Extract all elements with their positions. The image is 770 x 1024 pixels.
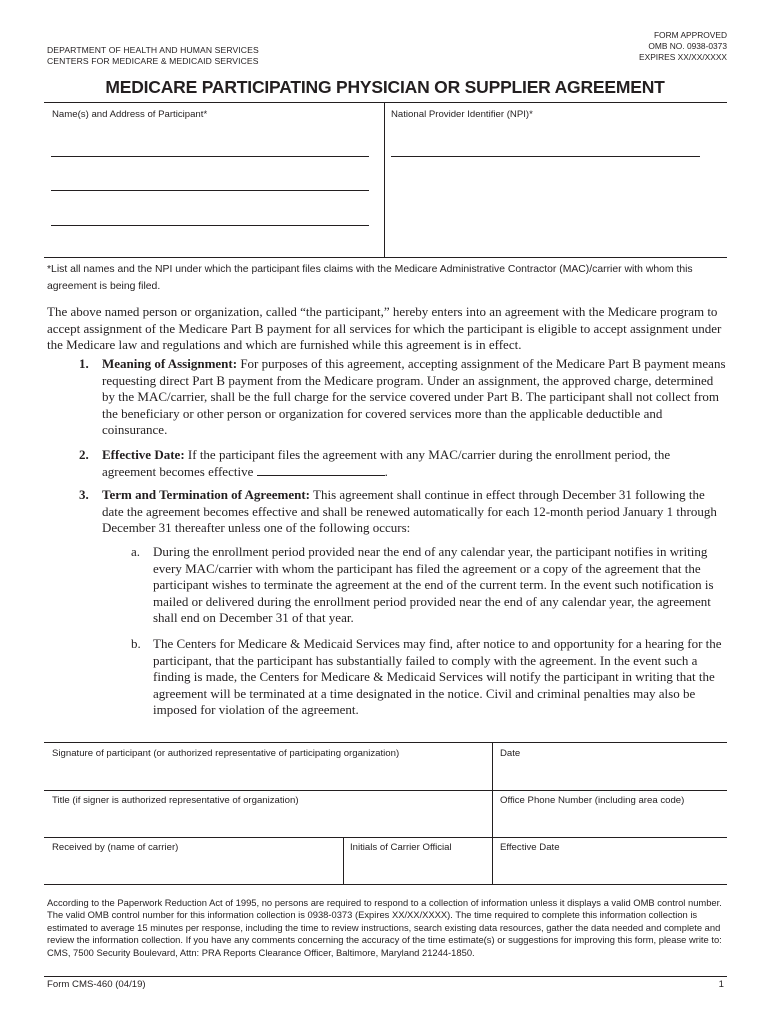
omb-number: OMB NO. 0938-0373 [648,41,727,51]
sub-item-b-text: The Centers for Medicare & Medicaid Services may find, after notice to and opportunity for a hearing for the participant, that the participant has substantially failed to comply with the agreement. In the event such a finding is made, the Centers for Medicare & Medicaid Services will notify the participant in writing that the agreement will be terminated at a time designated in the notice. Civil and criminal penalties may also be imposed for violation of the agreement. [153,636,722,718]
signature-row-rule [44,790,727,791]
office-phone-label: Office Phone Number (including area code) [500,795,685,806]
date-label: Date [500,748,521,759]
form-title: MEDICARE PARTICIPATING PHYSICIAN OR SUPPLIER AGREEMENT [105,77,665,97]
item-2-heading: Effective Date: [102,447,185,462]
item-meaning-of-assignment [79,356,727,439]
form-number: Form CMS-460 (04/19) [47,979,146,990]
paperwork-reduction-act-statement: According to the Paperwork Reduction Act of 1995, no persons are required to respond to a collection of information unless it displays a valid OMB control number. The valid OMB control number for this information collection is 0938-0373 (Expires XX/XX/XXXX). The time required to complete this information collection is estimated to average 15 minutes per response, including the time to review instructions, search existing data resources, gather the data needed and complete and review the information collection. If you have any comments concerning the accuracy of the time estimate(s) or suggestions for improving this form, please write to: CMS, 7500 Security Boulevard, Attn: PRA Reports Clearance Officer, Baltimore, Maryland 21244-1850. [47,897,722,958]
carrier-initials-field[interactable] [347,856,489,882]
effective-date-field[interactable] [496,856,724,882]
signature-label: Signature of participant (or authorized representative of participating organization) [52,748,400,759]
omb-approval-block [639,30,727,63]
agency-line-2: CENTERS FOR MEDICARE & MEDICAID SERVICES [47,56,259,66]
item-2-text: If the participant files the agreement with any MAC/carrier during the enrollment period, the agreement becomes effective [102,447,671,479]
agreement-intro: The above named person or organization, called “the participant,” hereby enters into an agreement with the Medicare program to accept assignment of the Medicare Part B payment for all services for which the participant is eligible to accept assignment under the Medicare law and regulations and which are furnished while this agreement is in effect. [47,304,722,353]
sub-item-a-letter: a. [131,544,141,559]
signature-field[interactable] [48,762,488,788]
participant-box-bottom-rule [44,257,727,258]
participant-footnote: *List all names and the NPI under which the participant files claims with the Medicare Administrative Contractor (MAC)/carrier with whom this agreement is being filed. [47,264,693,292]
agency-header [47,45,259,67]
effective-date-label: Effective Date [500,842,560,853]
item-1-number: 1. [79,356,89,371]
sub-item-a [131,544,728,627]
sub-item-b [131,636,728,719]
signer-title-label: Title (if signer is authorized representative of organization) [52,795,299,806]
npi-line[interactable] [391,156,700,157]
form-approved: FORM APPROVED [653,30,727,40]
date-field[interactable] [496,762,724,788]
item-3-number: 3. [79,487,89,502]
signature-block-bottom-rule [44,884,727,885]
sub-item-b-letter: b. [131,636,141,651]
item-3-heading: Term and Termination of Agreement: [102,487,310,502]
npi-label: National Provider Identifier (NPI)* [391,109,533,120]
received-by-field[interactable] [48,856,340,882]
received-row-divider [343,837,344,884]
received-by-label: Received by (name of carrier) [52,842,179,853]
participant-name-line-2[interactable] [51,190,369,191]
omb-expiration: EXPIRES XX/XX/XXXX [639,52,727,62]
item-1-text: For purposes of this agreement, accepting assignment of the Medicare Part B payment means requesting direct Part B payment from the Medicare program. Under an assignment, the approved charge, determined by the MAC/carrier, shall be the full charge for the service covered under Part B. The participant shall not collect from the beneficiary or other person or organization for covered services more than the applicable deductible and coinsurance. [102,356,726,438]
participant-name-line-1[interactable] [51,156,369,157]
item-2-number: 2. [79,447,89,462]
item-2-end: . [384,463,388,479]
signer-title-field[interactable] [48,809,488,835]
effective-date-blank[interactable] [257,465,385,476]
item-term-and-termination [79,487,727,537]
agency-line-1: DEPARTMENT OF HEALTH AND HUMAN SERVICES [47,45,259,55]
signature-block-top-rule [44,742,727,743]
item-effective-date [79,447,727,480]
item-1-heading: Meaning of Assignment: [102,356,238,371]
office-phone-field[interactable] [496,809,724,835]
item-3-text: This agreement shall continue in effect through December 31 following the date the agreement becomes effective and shall be renewed automatically for each 12-month period January 1 through December 31 thereafter unless one of the following occurs: [102,487,717,536]
title-row-rule [44,837,727,838]
page-number: 1 [718,979,724,990]
footer-rule [44,976,727,977]
participant-address-line[interactable] [51,225,369,226]
sub-item-a-text: During the enrollment period provided near the end of any calendar year, the participant notifies in writing every MAC/carrier with whom the participant has filed the agreement or a copy of the agreement that the participant wishes to terminate the agreement at the end of the current term. In the event such notification is mailed or delivered during the enrollment period provided near the end of any calendar year, the agreement shall end on December 31 of that year. [153,544,714,626]
participant-box-top-rule [44,102,727,103]
participant-name-label: Name(s) and Address of Participant* [52,109,208,120]
signature-block-right-divider [492,742,493,884]
participant-box-divider [384,102,385,257]
carrier-initials-label: Initials of Carrier Official [350,842,452,853]
